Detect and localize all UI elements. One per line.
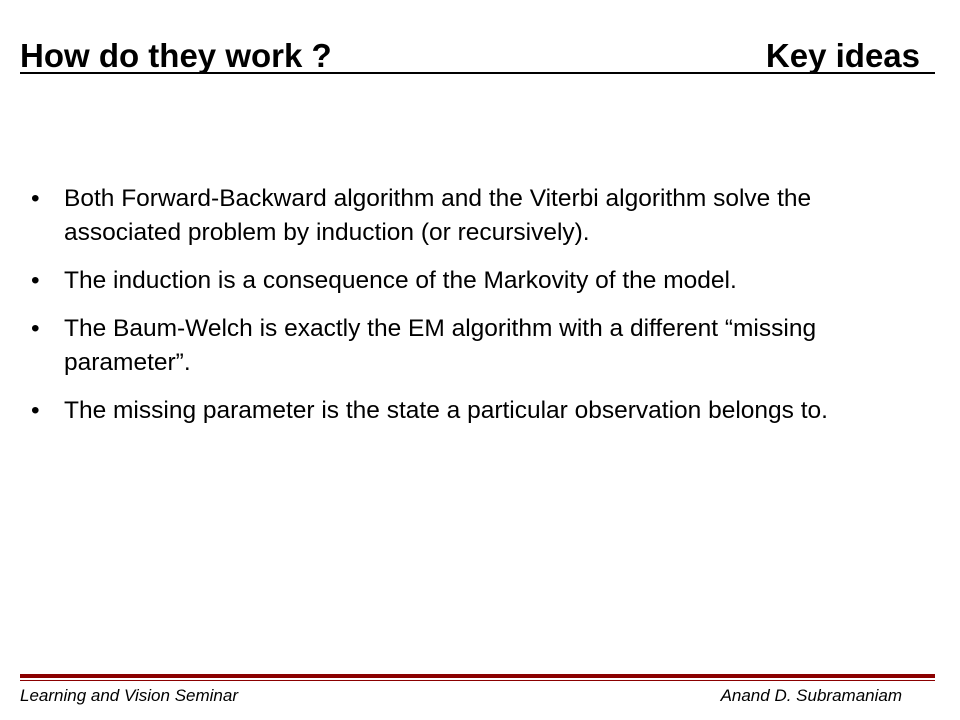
footer-seminar: Learning and Vision Seminar: [20, 686, 238, 705]
bullet-item: [31, 394, 911, 428]
bullet-item: [31, 312, 911, 380]
bullet-item: [31, 264, 911, 298]
footer-rule: [20, 674, 935, 678]
section-title: Key ideas: [765, 37, 920, 74]
bullet-text: The Baum-Welch is exactly the EM algorithm with a different “missing parameter”.: [64, 315, 817, 376]
bullet-icon: •: [31, 185, 40, 212]
bullet-icon: •: [31, 267, 40, 294]
bullet-text: Both Forward-Backward algorithm and the Viterbi algorithm solve the associated problem by induction (or recursively).: [64, 185, 812, 246]
bullet-text: The induction is a consequence of the Markovity of the model.: [64, 267, 737, 294]
slide-title: How do they work ?: [20, 37, 332, 74]
bullet-list: [31, 182, 911, 442]
footer-rule-thin: [20, 680, 935, 681]
bullet-text: The missing parameter is the state a particular observation belongs to.: [64, 397, 828, 424]
footer-author: Anand D. Subramaniam: [720, 686, 902, 705]
title-underline: [20, 72, 935, 74]
bullet-icon: •: [31, 315, 40, 342]
bullet-icon: •: [31, 397, 40, 424]
bullet-item: [31, 182, 911, 250]
